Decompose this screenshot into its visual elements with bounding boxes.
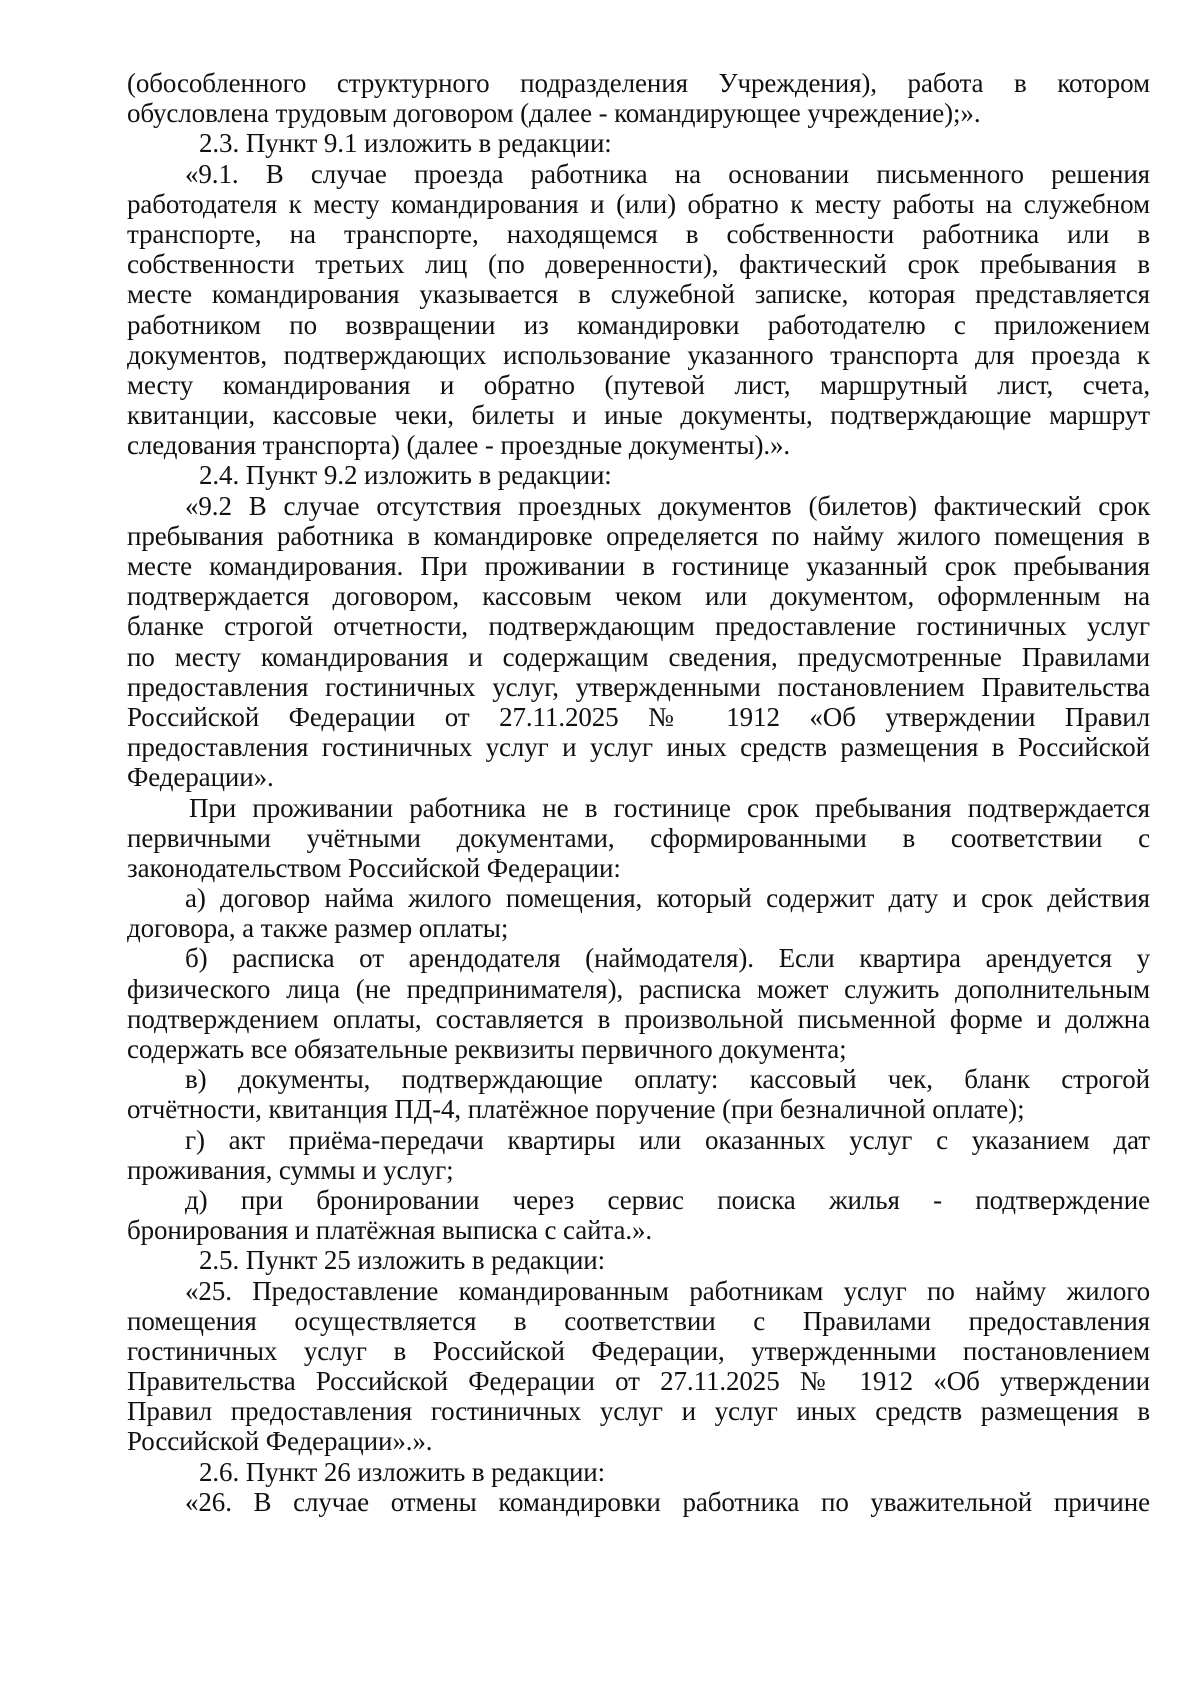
text-line: Российской Федерации от 27.11.2025 № 1912 «Об утверждении Правил [127,701,1150,732]
text-line: следования транспорта) (далее - проездные документы).». [127,430,791,461]
section-heading: 2.5. Пункт 25 изложить в редакции: [199,1245,606,1276]
text-line: Российской Федерации».». [127,1426,433,1457]
list-item: в) документы, подтверждающие оплату: кассовый чек, бланк строгой [185,1064,1150,1095]
text-line: «26. В случае отмены командировки работника по уважительной причине [185,1486,1150,1517]
text-line: «25. Предоставление командированным работникам услуг по найму жилого [185,1275,1150,1306]
text-line: Правил предоставления гостиничных услуг и услуг иных средств размещения в [127,1396,1150,1427]
text-line: помещения осуществляется в соответствии с Правилами предоставления [127,1305,1150,1336]
list-item: б) расписка от арендодателя (наймодателя). Если квартира арендуется у [185,943,1150,974]
list-item: а) договор найма жилого помещения, который содержит дату и срок действия [185,883,1150,914]
text-line: обусловлена трудовым договором (далее - командирующее учреждение);». [127,98,981,129]
list-item: г) акт приёма-передачи квартиры или оказанных услуг с указанием дат [185,1124,1150,1155]
text-line: месту командирования и обратно (путевой лист, маршрутный лист, счета, [127,369,1150,400]
text-line: по месту командирования и содержащим сведения, предусмотренные Правилами [127,641,1150,672]
text-line: квитанции, кассовые чеки, билеты и иные документы, подтверждающие маршрут [127,400,1150,431]
text-line: договора, а также размер оплаты; [127,913,509,944]
text-line: бронирования и платёжная выписка с сайта.». [127,1215,653,1246]
text-line: проживания, суммы и услуг; [127,1154,454,1185]
document-page [127,68,1150,1517]
text-line: собственности третьих лиц (по доверенности), фактический срок пребывания в [127,249,1150,280]
text-line: законодательством Российской Федерации: [127,852,621,883]
text-line: Правительства Российской Федерации от 27.11.2025 № 1912 «Об утверждении [127,1366,1150,1397]
text-line: транспорте, на транспорте, находящемся в собственности работника или в [127,218,1150,249]
text-line: «9.1. В случае проезда работника на основании письменного решения [185,158,1150,189]
section-heading: 2.6. Пункт 26 изложить в редакции: [199,1456,606,1487]
text-line: работодателя к месту командирования и (или) обратно к месту работы на служебном [127,188,1150,219]
text-line: предоставления гостиничных услуг и услуг иных средств размещения в Российской [127,732,1150,763]
list-item: д) при бронировании через сервис поиска жилья - подтверждение [185,1184,1150,1215]
text-line: подтверждается договором, кассовым чеком или документом, оформленным на [127,581,1150,612]
section-heading: 2.4. Пункт 9.2 изложить в редакции: [199,460,612,491]
text-line: содержать все обязательные реквизиты первичного документа; [127,1034,847,1064]
text-line: отчётности, квитанция ПД-4, платёжное поручение (при безналичной оплате); [127,1094,1025,1125]
text-line: «9.2 В случае отсутствия проездных документов (билетов) фактический срок [185,490,1150,521]
text-line: месте командирования указывается в служебной записке, которая представляется [127,279,1150,310]
text-line: Федерации». [127,762,274,793]
text-line: гостиничных услуг в Российской Федерации, утвержденными постановлением [127,1335,1150,1366]
text-line: (обособленного структурного подразделения Учреждения), работа в котором [127,68,1150,98]
text-line: При проживании работника не в гостинице срок пребывания подтверждается [189,792,1150,823]
text-line: пребывания работника в командировке определяется по найму жилого помещения в [127,520,1150,551]
text-line: подтверждением оплаты, составляется в произвольной письменной форме и должна [127,1003,1150,1034]
text-line: бланке строгой отчетности, подтверждающим предоставление гостиничных услуг [127,611,1150,642]
text-line: документов, подтверждающих использование указанного транспорта для проезда к [127,339,1150,370]
text-line: физического лица (не предпринимателя), расписка может служить дополнительным [127,973,1150,1004]
section-heading: 2.3. Пункт 9.1 изложить в редакции: [199,128,612,159]
text-line: предоставления гостиничных услуг, утвержденными постановлением Правительства [127,671,1150,702]
text-line: работником по возвращении из командировки работодателю с приложением [127,309,1150,340]
text-line: первичными учётными документами, сформированными в соответствии с [127,822,1150,853]
text-line: месте командирования. При проживании в гостинице указанный срок пребывания [127,551,1150,581]
